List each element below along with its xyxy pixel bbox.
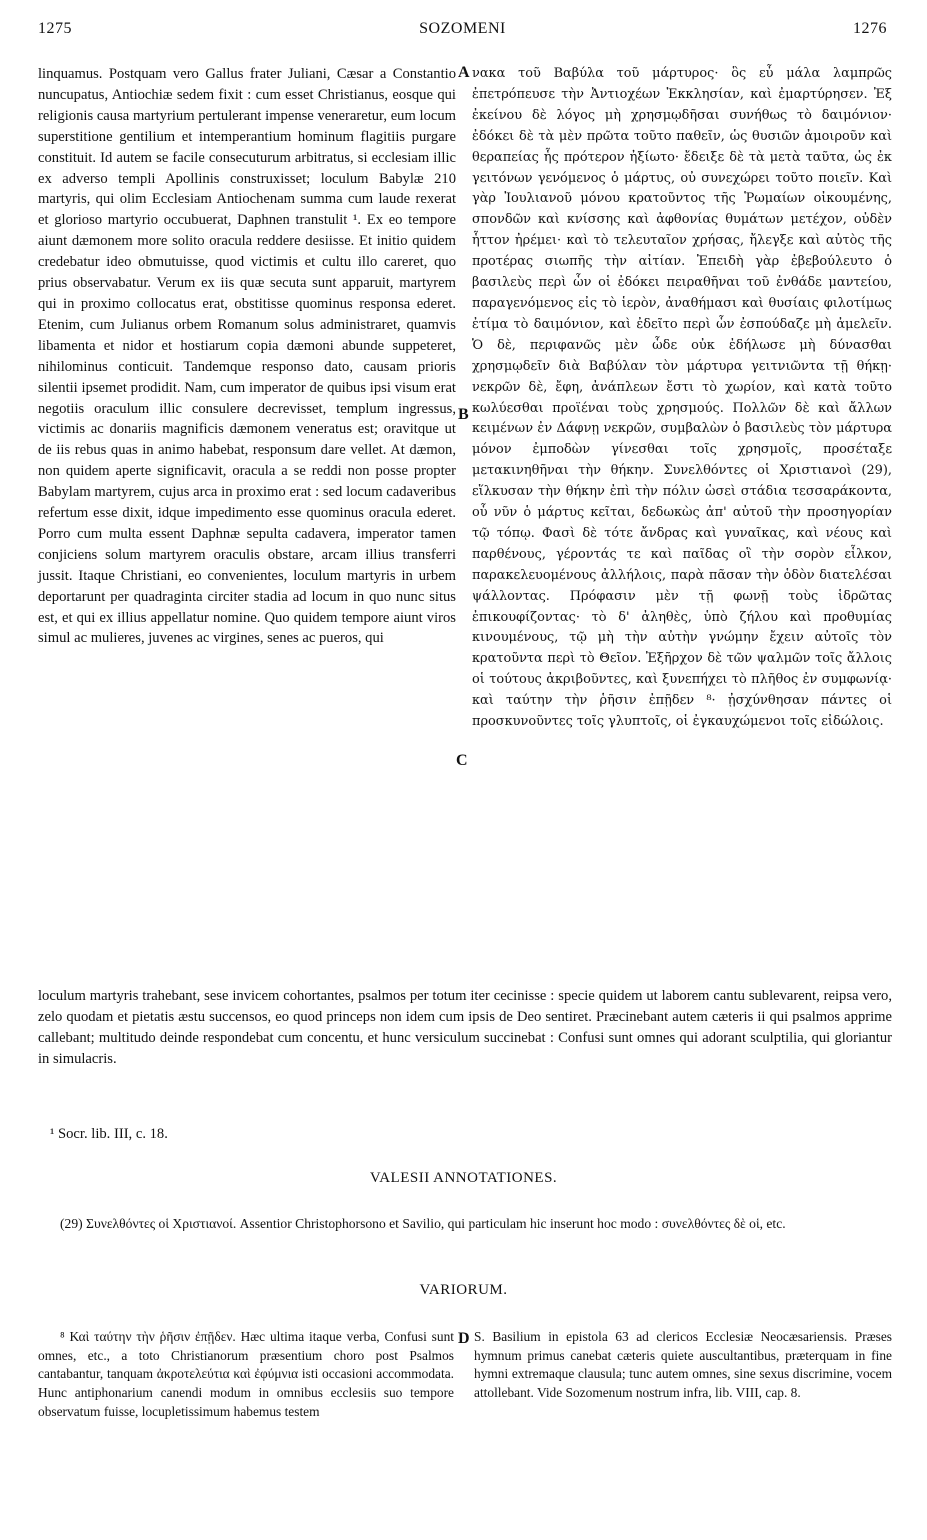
page-header: [38, 20, 887, 42]
full-width-text: loculum martyris trahebant, sese invicem cohortantes, psalmos per totum iter cecinisse : specie quidem ut laborem cantu sublevarent, reipsa vero, zelo quodam et pietatis æstu succensos, eo quod princeps non idem cum ipsis de Deo sentiret. Præcinebant autem cæteris ii qui psalmos apprime callebant; multitudo deinde respondebat cum concentu, et hunc versiculum succinebat : Confusi sunt omnes qui adorant sculptilia, qui gloriantur in simulacris.: [38, 988, 892, 1067]
variorum-heading: VARIORUM.: [419, 1282, 508, 1298]
latin-column: linquamus. Postquam vero Gallus frater Juliani, Cæsar a Constantio nuncupatus, Antiochiæ sedem fixit : cum esset Christianus, eosque qui religionis causa martyrium pertulerant impense veneraretur, eum locum superstitione gentilium et intemperantium hominum flagitiis purgare constituit. Id autem se facile consecuturum arbitratus, si ecclesiam illic ex adverso templi Apollinis construxisset; loculum Babylæ 210 martyris, qui olim Ecclesiam Antiochenam summa cum laude rexerat et glorioso martyrio occubuerat, Daphnen transtulit ¹. Ex eo tempore aiunt dæmonem more solito oracula reddere desiisse. Et initio quidem credebatur ideo obmutuisse, quod victimis et cultu illo careret, quo prius observabatur. Verum ex iis quæ secuta sunt apparuit, martyrem qui in proximo collocatus erat, obstitisse quominus responsa ederet. Etenim, cum Julianus orbem Romanum solus administraret, quamvis libamenta et nidor et hostiarum copia dæmoni abunde suppeteret, nihilominus conticuit. Tandemque responso dato, causam prioris silentii ipsemet prodidit. Nam, cum imperator de quibus ipsi visum erat negotiis oraculum illic consulere decrevisset, templum ingressus, victimis ac donariis magnificis dæmonem veneratus est; oravitque ut de iis rebus quas in animo habebat, responsum dare vellet. At dæmon, non quidem aperte significavit, oracula a se reddi non posse propter Babylam martyrem, cujus arca in proximo erat : sed locum cadaveribus refertum esse dixit, idque impedimento esse quominus oracula ederet. Porro cum multa essent Daphnæ sepulta cadavera, imperator tamen conjiciens solum martyrem oraculis obstare, arcam illius transferri jussit. Itaque Christiani, eo convenientes, loculum martyris in urbem deportarunt per quadraginta circiter stadia ad locum in quo nunc situs est, et qui ex illius appellatur nomine. Quo quidem tempore aiunt viros simul ac mulieres, juvenes ac virgines, senes ac pueros, qui: [38, 66, 456, 647]
footnote: ¹ Socr. lib. III, c. 18.: [50, 1126, 168, 1142]
greek-column: νακα τοῦ Βαβύλα τοῦ μάρτυρος· ὃς εὖ μάλα λαμπρῶς ἐπετρόπευσε τὴν Ἀντιοχέων Ἐκκλησίαν, καὶ ἐμαρτύρησεν. Ἐξ ἐκείνου δὲ λόγος μὴ χρησμῳδῆσαι συνήθως τὸ δαιμόνιον· ἐδόκει δὲ τὰ μὲν πρῶτα τοῦτο παθεῖν, ὡς θυσιῶν ἀμοιροῦν καὶ θεραπείας ἧς πρότερον ἠξίωτο· ἔδειξε δὲ τὰ μετὰ ταῦτα, ὡς ἐκ γειτόνων γενόμενος ὁ μάρτυς, οὐ συνεχώρει τοῦτο ποιεῖν. Καὶ γὰρ Ἰουλιανοῦ μόνου κρατοῦντος τῆς Ῥωμαίων οἰκουμένης, σπονδῶν καὶ κνίσσης καὶ ἀφθονίας θυμάτων μετέχον, οὐδὲν ἧττον ἠρέμει· καὶ τὸ τελευταῖον χρήσας, ἤλεγξε καὶ αὐτὸς τῆς προτέρας σιωπῆς τὴν αἰτίαν. Ἐπειδὴ γὰρ ἐβεβούλευτο ὁ βασιλεὺς περὶ ὧν οἱ ἐδόκει πειραθῆναι τοῦ ἐνθάδε μαντείου, παραγενόμενος εἰς τὸ ἱερὸν, ἀναθήμασι καὶ θυσίαις φιλοτίμως ἐτίμα τὸ δαιμόνιον, καὶ ἐδεῖτο περὶ ὧν ἐσπούδαζε μὴ ἀμελεῖν. Ὁ δὲ, περιφανῶς μὲν ὧδε οὐκ ἐδήλωσε μὴ δύνασθαι χρησμῳδεῖν διὰ Βαβύλαν τὸν μάρτυρα γειτνιῶντα τῇ θήκῃ· νεκρῶν δὲ, ἔφη, ἀνάπλεων ἔστι τὸ χωρίον, καὶ κατὰ τοῦτο κωλύεσθαι προϊέναι τοὺς χρησμούς. Πολλῶν δὲ καὶ ἄλλων κειμένων ἐν Δάφνῃ νεκρῶν, συμβαλὼν ὁ βασιλεὺς τὸν μάρτυρα μόνον ἐμποδὼν γίνεσθαι τοῖς χρησμοῖς, προσέταξε μετακινηθῆναι τὴν θήκην. Συνελθόντες οἱ Χριστιανοὶ (29), εἵλκυσαν τὴν θήκην ἐπὶ τὴν πόλιν ὡσεὶ στάδια τεσσαράκοντα, οὗ νῦν ὁ μάρτυς κεῖται, δεδωκὼς ἀπ' αὐτοῦ τὴν προσηγορίαν τῷ τόπῳ. Φασὶ δὲ τότε ἄνδρας καὶ γυναῖκας, καὶ νέους καὶ παρθένους, γέροντάς τε καὶ παῖδας οἳ τὴν σορὸν εἷλκον, παρακελευομένους ἀλλήλοις, παρὰ πᾶσαν τὴν ὁδὸν διατελέσαι ψάλλοντας. Πρόφασιν μὲν τῇ φωνῇ τοὺς ἱδρῶτας ἐπικουφίζοντας· τὸ δ' ἀληθὲς, ὑπὸ ζήλου καὶ προθυμίας κινουμένους, τῷ μὴ τὴν αὐτὴν γνώμην ἔχειν αὐτοῖς τὸν κρατοῦντα περὶ τὸ Θεῖον. Ἐξῆρχον δὲ τῶν ψαλμῶν τοῖς ἄλλοις οἱ τούτους ἀκριβοῦντες, καὶ ξυνεπήχει τὸ πλῆθος ἐν συμφωνίᾳ· καὶ ταύτην τὴν ῥῆσιν ἐπῇδεν ⁸· ᾐσχύνθησαν πάντες οἱ προσκυνοῦντες τοῖς γλυπτοῖς, οἱ ἐγκαυχώμενοι τοῖς εἰδώλοις.: [472, 66, 892, 730]
right-page-number: 1276: [853, 20, 887, 37]
left-page-number: 1275: [38, 20, 72, 37]
margin-marker-a: A: [458, 64, 470, 81]
valesii-heading: VALESII ANNOTATIONES.: [369, 1170, 558, 1186]
running-title: SOZOMENI: [419, 20, 506, 37]
margin-marker-c: C: [456, 752, 468, 769]
variorum-left-column: ⁸ Καὶ ταύτην τὴν ῥῆσιν ἐπῇδεν. Hæc ultima itaque verba, Confusi sunt omnes, etc., a toto Christianorum præsentium choro post Psalmos cantabantur, tanquam ἀκροτελεύτια καὶ ἐφύμνια isti occasioni accommodata. Hunc antiphonarium canendi modum in omnibus ecclesiis suo tempore observatum fuisse, locupletissimum habemus testem: [38, 1329, 454, 1419]
valesii-annotation: (29) Συνελθόντες οἱ Χριστιανοί. Assentior Christophorsono et Savilio, qui particulam hic inserunt hoc modo : συνελθόντες δὲ οἱ, etc.: [60, 1216, 786, 1231]
margin-marker-b: B: [458, 406, 469, 423]
variorum-right-column: S. Basilium in epistola 63 ad clericos Ecclesiæ Neocæsariensis. Præses hymnum primus canebat cæteris quiete auscultantibus, præterquam in fine hymni extremaque clausula; tunc autem omnes, sine sexus discrimine, vocem attollebant. Vide Sozomenum nostrum infra, lib. VIII, cap. 8.: [474, 1329, 892, 1401]
margin-marker-d: D: [458, 1330, 470, 1347]
